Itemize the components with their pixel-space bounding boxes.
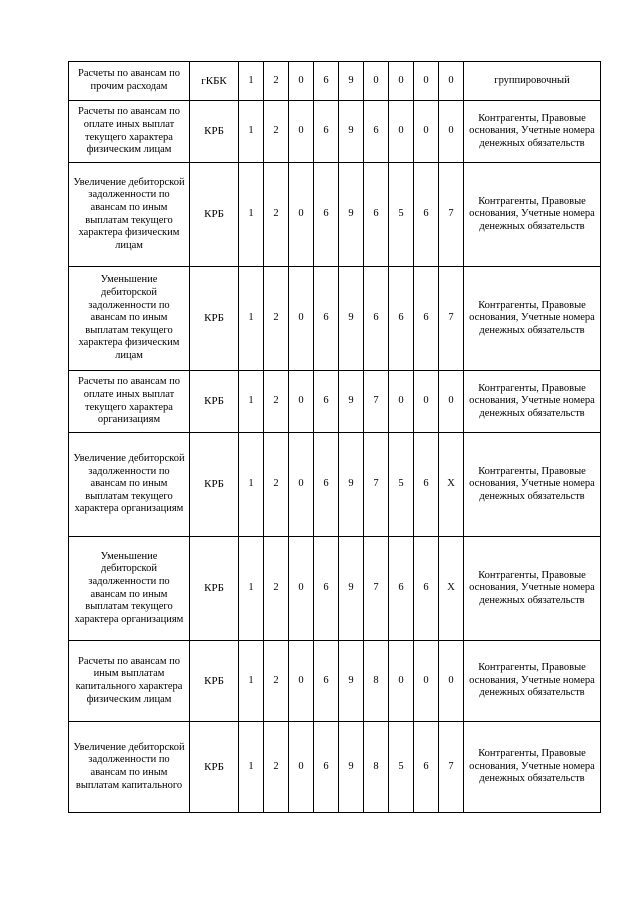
account-digit-cell: 0 [289,722,314,813]
account-digit-cell: 0 [414,641,439,722]
account-digit-cell: 2 [264,62,289,101]
account-digit-cell: 9 [339,641,364,722]
table-row [69,62,601,101]
analytics-cell: Контрагенты, Правовые основания, Учетные номера денежных обязательств [464,371,601,433]
account-digit-cell: 0 [414,371,439,433]
analytics-cell: Контрагенты, Правовые основания, Учетные номера денежных обязательств [464,267,601,371]
kbk-type-cell: КРБ [190,371,239,433]
account-digit-cell: 7 [364,537,389,641]
account-digit-cell: 0 [364,62,389,101]
account-digit-cell: 6 [364,101,389,163]
account-digit-cell: 1 [239,433,264,537]
table-row [69,537,601,641]
account-digit-cell: 2 [264,641,289,722]
account-name-cell: Увеличение дебиторской задолженности по авансам по иным выплатам текущего характера физическим лицам [69,163,190,267]
account-digit-cell: 5 [389,433,414,537]
table-row [69,101,601,163]
kbk-type-cell: КРБ [190,101,239,163]
accounts-table [68,61,601,813]
account-digit-cell: 6 [364,163,389,267]
kbk-type-cell: гКБК [190,62,239,101]
account-digit-cell: 1 [239,163,264,267]
account-digit-cell: 1 [239,537,264,641]
table-row [69,371,601,433]
account-digit-cell: 9 [339,101,364,163]
account-name-cell: Уменьшение дебиторской задолженности по авансам по иным выплатам текущего характера организациям [69,537,190,641]
account-digit-cell: 1 [239,641,264,722]
account-digit-cell: 2 [264,371,289,433]
account-digit-cell: 0 [289,267,314,371]
account-digit-cell: 6 [314,641,339,722]
account-digit-cell: 0 [289,641,314,722]
account-name-cell: Расчеты по авансам по оплате иных выплат текущего характера физическим лицам [69,101,190,163]
kbk-type-cell: КРБ [190,641,239,722]
account-digit-cell: 6 [314,537,339,641]
analytics-cell: Контрагенты, Правовые основания, Учетные номера денежных обязательств [464,163,601,267]
account-digit-cell: 0 [439,371,464,433]
analytics-cell: Контрагенты, Правовые основания, Учетные номера денежных обязательств [464,722,601,813]
account-digit-cell: 6 [414,163,439,267]
kbk-type-cell: КРБ [190,722,239,813]
table-row [69,267,601,371]
account-digit-cell: 6 [414,722,439,813]
account-digit-cell: 0 [389,101,414,163]
analytics-cell: Контрагенты, Правовые основания, Учетные номера денежных обязательств [464,641,601,722]
account-digit-cell: 0 [439,641,464,722]
account-digit-cell: 2 [264,537,289,641]
account-digit-cell: 0 [289,101,314,163]
account-digit-cell: Х [439,537,464,641]
kbk-type-cell: КРБ [190,267,239,371]
account-digit-cell: 1 [239,101,264,163]
account-name-cell: Увеличение дебиторской задолженности по авансам по иным выплатам капитального [69,722,190,813]
account-digit-cell: 2 [264,101,289,163]
account-digit-cell: 6 [414,433,439,537]
account-digit-cell: 9 [339,371,364,433]
account-digit-cell: 2 [264,267,289,371]
account-digit-cell: 7 [439,722,464,813]
account-digit-cell: 7 [364,371,389,433]
account-digit-cell: Х [439,433,464,537]
account-digit-cell: 2 [264,722,289,813]
account-digit-cell: 1 [239,267,264,371]
account-digit-cell: 9 [339,62,364,101]
account-digit-cell: 6 [314,267,339,371]
account-digit-cell: 0 [414,101,439,163]
account-digit-cell: 6 [314,722,339,813]
account-digit-cell: 6 [389,267,414,371]
account-digit-cell: 6 [389,537,414,641]
analytics-cell: Контрагенты, Правовые основания, Учетные номера денежных обязательств [464,101,601,163]
kbk-type-cell: КРБ [190,433,239,537]
account-name-cell: Увеличение дебиторской задолженности по авансам по иным выплатам текущего характера организациям [69,433,190,537]
account-digit-cell: 0 [414,62,439,101]
account-digit-cell: 9 [339,267,364,371]
account-name-cell: Уменьшение дебиторской задолженности по авансам по иным выплатам текущего характера физическим лицам [69,267,190,371]
table-row [69,641,601,722]
account-digit-cell: 9 [339,537,364,641]
account-name-cell: Расчеты по авансам по оплате иных выплат текущего характера организациям [69,371,190,433]
account-digit-cell: 0 [389,62,414,101]
account-digit-cell: 0 [289,371,314,433]
account-digit-cell: 8 [364,722,389,813]
account-digit-cell: 5 [389,163,414,267]
analytics-cell: Контрагенты, Правовые основания, Учетные номера денежных обязательств [464,537,601,641]
account-digit-cell: 0 [439,101,464,163]
account-digit-cell: 0 [389,371,414,433]
account-digit-cell: 0 [289,433,314,537]
kbk-type-cell: КРБ [190,537,239,641]
account-digit-cell: 2 [264,163,289,267]
account-digit-cell: 0 [289,163,314,267]
account-digit-cell: 2 [264,433,289,537]
account-digit-cell: 6 [314,62,339,101]
account-digit-cell: 9 [339,722,364,813]
account-digit-cell: 6 [364,267,389,371]
account-digit-cell: 7 [439,163,464,267]
account-digit-cell: 7 [364,433,389,537]
account-digit-cell: 0 [289,537,314,641]
account-digit-cell: 6 [414,267,439,371]
account-digit-cell: 6 [414,537,439,641]
account-name-cell: Расчеты по авансам по иным выплатам капитального характера физическим лицам [69,641,190,722]
account-digit-cell: 1 [239,371,264,433]
account-digit-cell: 6 [314,101,339,163]
table-row [69,722,601,813]
kbk-type-cell: КРБ [190,163,239,267]
analytics-cell: группировочный [464,62,601,101]
account-digit-cell: 5 [389,722,414,813]
account-digit-cell: 9 [339,433,364,537]
account-digit-cell: 0 [389,641,414,722]
account-digit-cell: 9 [339,163,364,267]
account-digit-cell: 6 [314,371,339,433]
account-digit-cell: 6 [314,163,339,267]
account-digit-cell: 1 [239,722,264,813]
account-digit-cell: 8 [364,641,389,722]
account-name-cell: Расчеты по авансам по прочим расходам [69,62,190,101]
account-digit-cell: 0 [289,62,314,101]
table-body [69,62,601,813]
account-digit-cell: 6 [314,433,339,537]
analytics-cell: Контрагенты, Правовые основания, Учетные номера денежных обязательств [464,433,601,537]
account-digit-cell: 0 [439,62,464,101]
table-row [69,433,601,537]
account-digit-cell: 1 [239,62,264,101]
account-digit-cell: 7 [439,267,464,371]
table-row [69,163,601,267]
